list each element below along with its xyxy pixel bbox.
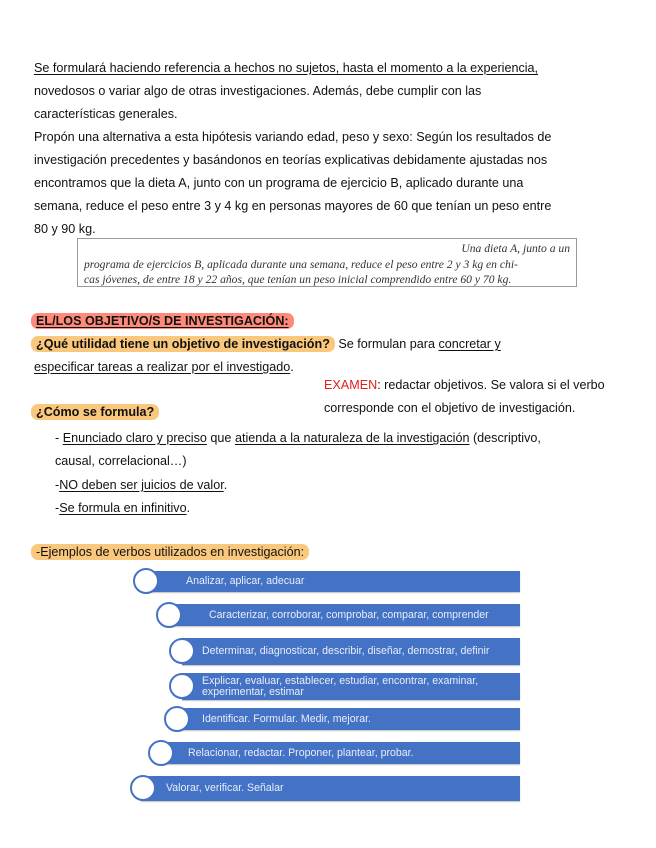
verbs-bar-5	[177, 708, 520, 730]
verbs-circle-1	[133, 568, 159, 594]
intro-line-5: investigación precedentes y basándonos en teorías explicativas debidamente ajustadas nos	[34, 153, 548, 167]
answer-1-b: concretar y	[438, 337, 501, 351]
intro-line-4: Propón una alternativa a esta hipótesis variando edad, peso y sexo: Según los resultados de	[34, 130, 552, 144]
bullet-1-a: -	[55, 431, 63, 445]
verbs-circle-4	[169, 673, 195, 699]
bullet-1-f: causal, correlacional…)	[55, 454, 187, 468]
exam-text-2: corresponde con el objetivo de investigación.	[324, 401, 576, 415]
verbs-bar-2-label: Caracterizar, corroborar, comprobar, comparar, comprender	[209, 608, 489, 621]
verbs-circle-3	[169, 638, 195, 664]
verbs-bar-7-label: Valorar, verificar. Señalar	[166, 782, 284, 794]
answer-1-c: especificar	[34, 360, 95, 374]
verbs-bar-3-label: Determinar, diagnosticar, describir, diseñar, demostrar, definir	[202, 645, 490, 657]
verbs-bar-3	[182, 638, 520, 665]
bullet-2-row	[55, 474, 227, 497]
answer-1-d: tareas a realizar por el investigado	[94, 360, 291, 374]
quote-line-2: programa de ejercicios B, aplicada durante una semana, reduce el peso entre 2 y 3 kg en chi-	[84, 257, 518, 271]
bullet-3-a: -	[55, 501, 60, 515]
bullet-1-c: que	[206, 431, 235, 445]
exam-text-1: : redactar objetivos. Se valora si el verbo	[377, 378, 605, 392]
quote-line-3: cas jóvenes, de entre 18 y 22 años, que tenían un peso inicial comprendido entre 60 y 70 kg.	[84, 273, 512, 286]
intro-line-6: encontramos que la dieta A, junto con un programa de ejercicio B, aplicado durante una	[34, 176, 524, 190]
bullet-1-b: Enunciado claro y preciso	[62, 431, 207, 445]
verbs-bar-2	[169, 604, 520, 626]
verbs-circle-5	[164, 706, 190, 732]
intro-line-1: Se formulará haciendo referencia a hechos no sujetos, hasta el momento a la experiencia,	[34, 61, 539, 75]
question-2: ¿Cómo se formula?	[31, 404, 159, 420]
answer-1-e: .	[290, 360, 294, 374]
objectives-heading: EL/LOS OBJETIVO/S DE INVESTIGACIÓN:	[31, 313, 294, 329]
verbs-bar-6-label: Relacionar, redactar. Proponer, plantear, probar.	[188, 746, 414, 759]
verbs-circle-6	[148, 740, 174, 766]
verbs-bar-7	[141, 776, 520, 801]
bullet-2-b: NO deben ser juicios de valor	[59, 478, 224, 492]
bullet-3-c: .	[186, 501, 191, 515]
answer-1-a: Se formulan para	[334, 337, 439, 351]
question-1: ¿Qué utilidad tiene un objetivo de investigación?	[31, 336, 335, 352]
quote-line-1: Una dieta A, junto a un	[461, 242, 570, 255]
verbs-bar-6	[161, 742, 520, 764]
question-2-row	[31, 401, 159, 424]
intro-line-2: novedosos o variar algo de otras investigaciones. Además, debe cumplir con las	[34, 84, 482, 98]
question-1-row	[31, 333, 501, 356]
exam-label: EXAMEN	[324, 378, 378, 392]
answer-1-row-2	[34, 356, 294, 379]
exam-note-line-1	[324, 374, 605, 397]
bullet-2-c: .	[223, 478, 228, 492]
quote-box	[77, 238, 577, 287]
bullet-3-b: Se formula en infinitivo	[59, 501, 187, 515]
bullet-1-row	[55, 427, 541, 450]
verbs-bar-1	[146, 571, 520, 592]
bullet-1-d: atienda a la naturaleza de la investigación	[234, 431, 470, 445]
intro-line-7: semana, reduce el peso entre 3 y 4 kg en personas mayores de 60 que tenían un peso entre	[34, 199, 552, 213]
verbs-circle-7	[130, 775, 156, 801]
verbs-bar-5-label: Identificar. Formular. Medir, mejorar.	[202, 712, 371, 725]
verbs-bar-4-label: Explicar, evaluar, establecer, estudiar, encontrar, examinar, experimentar, estimar	[202, 674, 479, 698]
verbs-diagram	[132, 566, 524, 806]
examples-heading-row	[31, 541, 309, 564]
objectives-heading-row	[31, 310, 294, 333]
bullet-3-row	[55, 497, 190, 520]
intro-line-3: características generales.	[34, 107, 178, 121]
verbs-bar-4	[182, 673, 520, 700]
verbs-circle-2	[156, 602, 182, 628]
verbs-bar-1-label: Analizar, aplicar, adecuar	[186, 575, 305, 587]
bullet-1-e: (descriptivo,	[469, 431, 541, 445]
bullet-2-a: -	[55, 478, 60, 492]
examples-heading: -Ejemplos de verbos utilizados en investigación:	[31, 544, 309, 560]
intro-line-8: 80 y 90 kg.	[34, 222, 96, 236]
